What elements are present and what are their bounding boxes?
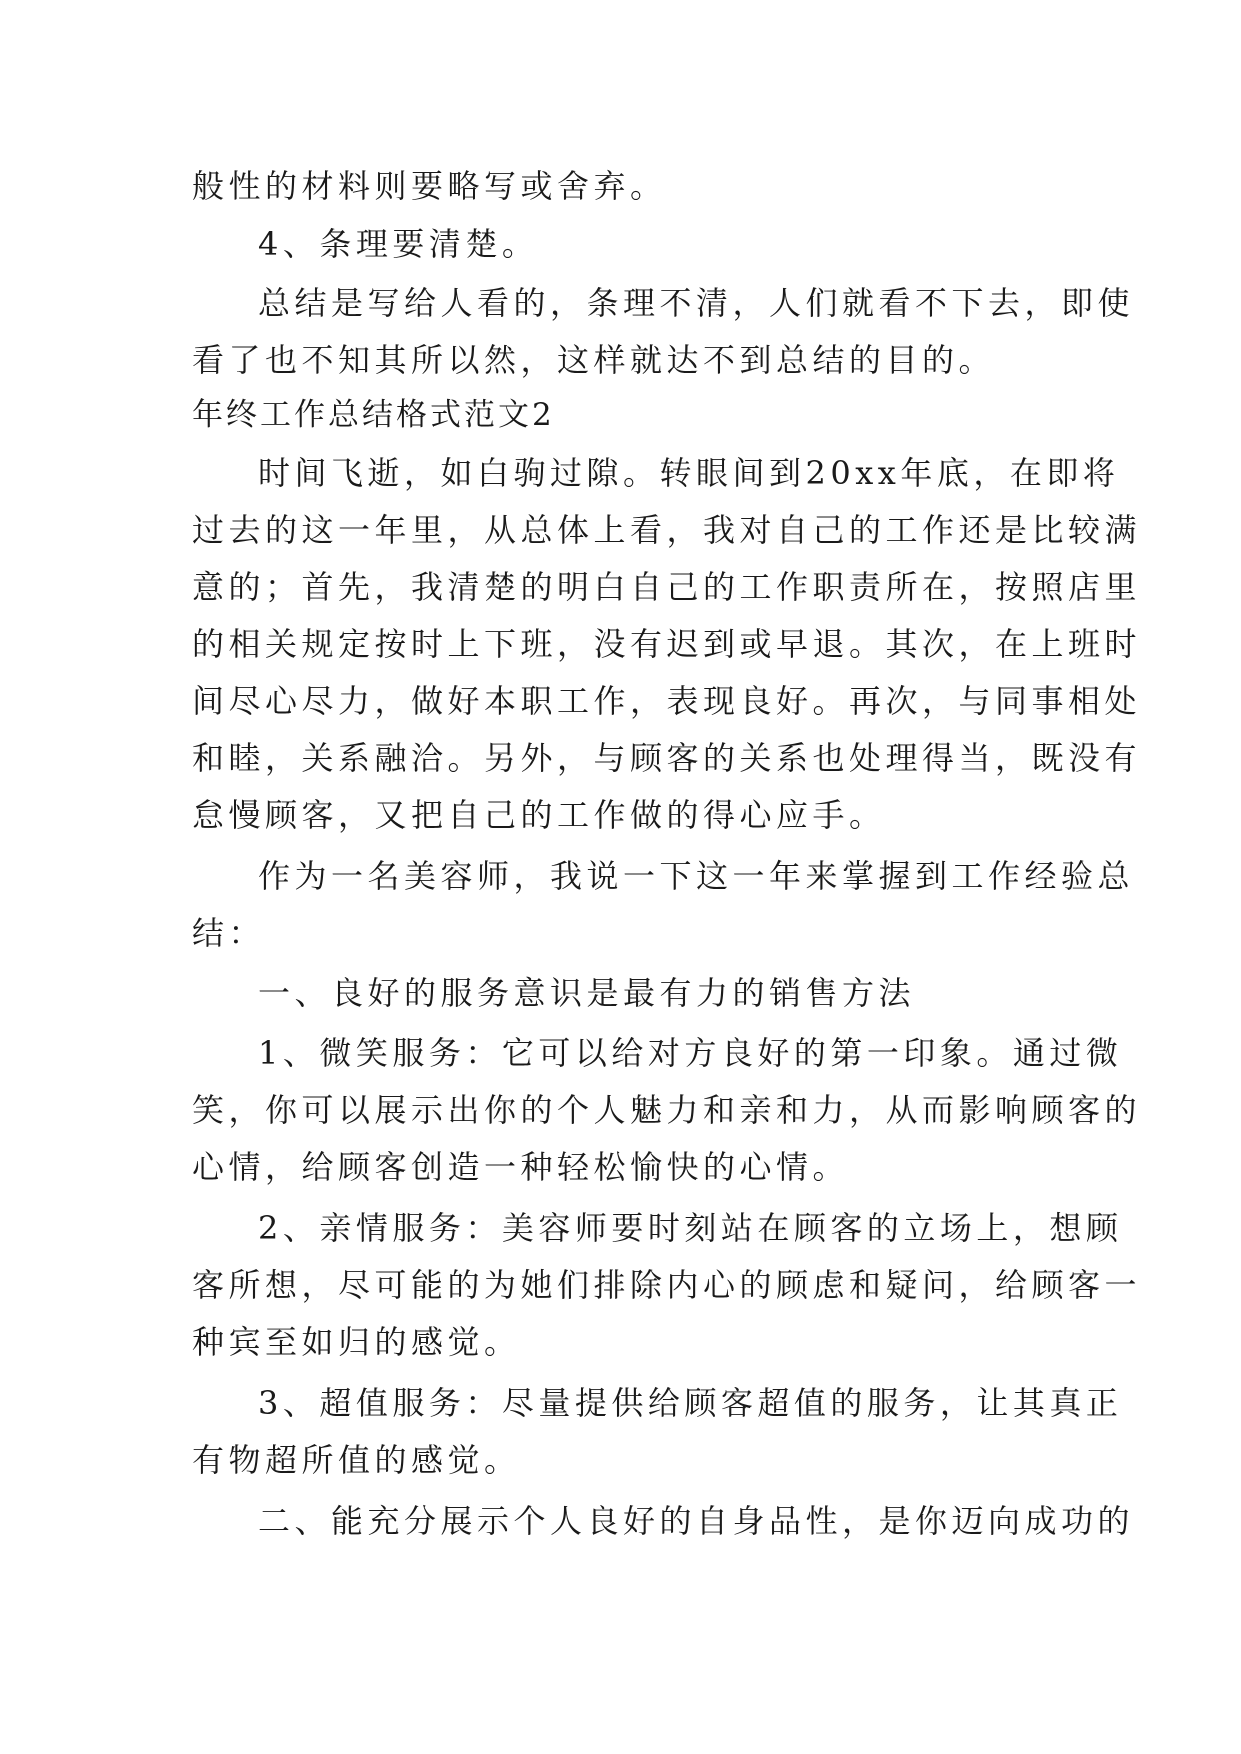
paragraph-line: 时间飞逝，如白驹过隙。转眼间到20xx年底，在即将 — [258, 454, 1120, 492]
subheading-line: 一、良好的服务意识是最有力的销售方法 — [258, 974, 916, 1012]
paragraph-line: 有物超所值的感觉。 — [192, 1441, 521, 1479]
paragraph-line: 种宾至如归的感觉。 — [192, 1323, 521, 1361]
paragraph-line: 作为一名美容师，我说一下这一年来掌握到工作经验总 — [258, 857, 1135, 895]
list-item-line: 4、条理要清楚。 — [258, 225, 539, 263]
paragraph-line: 间尽心尽力，做好本职工作，表现良好。再次，与同事相处 — [192, 682, 1142, 720]
paragraph-line: 般性的材料则要略写或舍弃。 — [192, 167, 667, 205]
list-item-line: 1、微笑服务：它可以给对方良好的第一印象。通过微 — [258, 1034, 1123, 1072]
section-heading: 年终工作总结格式范文2 — [192, 397, 555, 433]
paragraph-line: 笑，你可以展示出你的个人魅力和亲和力，从而影响顾客的 — [192, 1091, 1142, 1129]
paragraph-line: 客所想，尽可能的为她们排除内心的顾虑和疑问，给顾客一 — [192, 1266, 1142, 1304]
paragraph-line: 结： — [192, 914, 266, 952]
list-item-line: 3、超值服务：尽量提供给顾客超值的服务，让其真正 — [258, 1384, 1123, 1422]
paragraph-line: 过去的这一年里，从总体上看，我对自己的工作还是比较满 — [192, 511, 1142, 549]
paragraph-line: 意的；首先，我清楚的明白自己的工作职责所在，按照店里 — [192, 568, 1142, 606]
paragraph-line: 和睦，关系融洽。另外，与顾客的关系也处理得当，既没有 — [192, 739, 1142, 777]
paragraph-line: 心情，给顾客创造一种轻松愉快的心情。 — [192, 1148, 850, 1186]
subheading-line: 二、能充分展示个人良好的自身品性，是你迈向成功的 — [258, 1502, 1135, 1540]
document-body — [192, 158, 1142, 1550]
paragraph-line: 怠慢顾客，又把自己的工作做的得心应手。 — [192, 796, 886, 834]
paragraph-line: 总结是写给人看的，条理不清，人们就看不下去，即使 — [258, 284, 1135, 322]
paragraph-line: 看了也不知其所以然，这样就达不到总结的目的。 — [192, 341, 996, 379]
list-item-line: 2、亲情服务：美容师要时刻站在顾客的立场上，想顾 — [258, 1209, 1123, 1247]
paragraph-line: 的相关规定按时上下班，没有迟到或早退。其次，在上班时 — [192, 625, 1142, 663]
